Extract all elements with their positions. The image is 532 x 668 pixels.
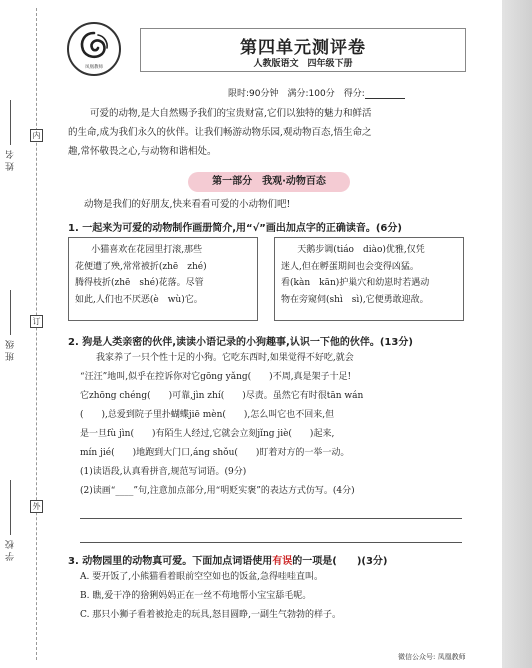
question-2-stem: 2. 狗是人类亲密的伙伴,读读小语记录的小狗趣事,认识一下他的伙伴。(13分)	[68, 337, 413, 348]
binding-sidebar	[0, 0, 46, 668]
phoenix-logo	[67, 22, 121, 76]
q2-subquestion-1: (1)读语段,认真看拼音,规范写词语。(9分)	[80, 467, 247, 477]
q2-line-6: mín jié( )地跑到大门口,áng shǒu( )盯着对方的一举一动。	[80, 448, 350, 458]
exam-subtitle: 人教版语文 四年级下册	[253, 59, 353, 69]
q3-stem-pre: 3. 动物园里的动物真可爱。下面加点词语使用	[68, 556, 273, 567]
q2-line-3: 它zhōng chéng( )可靠,jìn zhí( )尽责。虽然它有时很tān wán	[80, 391, 364, 401]
binding-dashed-line	[36, 8, 37, 660]
binding-mark-outer: 外	[30, 500, 43, 513]
meta-text: 限时:90分钟 满分:100分 得分:	[228, 89, 365, 99]
q2-line-5: 是一旦fù jìn( )有陌生人经过,它就会立刻jǐng jiè( )起来,	[80, 429, 335, 439]
class-line	[10, 290, 11, 335]
q1-cat-line-1: 小猫喜欢在花园里打滚,那些	[91, 245, 203, 255]
score-blank[interactable]	[365, 98, 405, 99]
name-label: 姓 名	[6, 150, 16, 171]
exam-title: 第四单元测评卷	[240, 38, 366, 58]
exam-meta	[228, 86, 405, 99]
q1-swan-line-2: 迷人,但在孵蛋期间也会变得凶猛。	[281, 261, 419, 272]
q2-line-2: “汪汪”地叫,似乎在控诉你对它gōng yǎng( )不周,真是架子十足!	[80, 372, 352, 382]
q1-box-swan	[274, 237, 464, 321]
viewer-gutter	[502, 0, 532, 668]
q2-line-4: ( ),总爱到院子里扑蝴蝶jiē mèn( ),怎么叫它也不回来,但	[80, 410, 335, 420]
q3-option-c: C. 那只小狮子看着被抢走的玩具,怒目圆睁,一副生气勃勃的样子。	[80, 610, 342, 620]
logo-text: 凤凰教师	[85, 65, 103, 70]
q1-cat-line-2: 花便遭了殃,常常被折(zhē zhé)	[75, 261, 207, 272]
intro-line-1: 可爱的动物,是大自然赐予我们的宝贵财富,它们以独特的魅力和鲜活	[90, 108, 372, 119]
q1-swan-line-4: 物在旁窥伺(shì sì),它便勇敢迎敌。	[281, 294, 429, 305]
school-label: 学 校	[6, 540, 16, 561]
name-line	[10, 100, 11, 145]
section-1-lead: 动物是我们的好朋友,快来看看可爱的小动物们吧!	[84, 199, 291, 210]
q1-cat-line-3: 腾得枝折(zhē shé)花落。尽管	[75, 278, 204, 288]
q3-option-b: B. 瞧,爱干净的猞猁妈妈正在一丝不苟地帮小宝宝舔毛呢。	[80, 591, 312, 601]
q3-stem-highlight: 有误	[272, 556, 293, 567]
class-label: 班 级	[6, 340, 16, 361]
school-line	[10, 480, 11, 535]
q3-option-a: A. 要开饭了,小熊猫看着眼前空空如也的饭盆,急得哇哇直叫。	[80, 572, 323, 582]
q1-cat-line-4: 如此,人们也不厌恶(è wù)它。	[75, 294, 203, 305]
intro-line-3: 趣,常怀敬畏之心,与动物和谐相处。	[68, 146, 217, 157]
q1-swan-line-3: 看(kàn kān)护巢穴和幼崽时若遇动	[281, 278, 430, 288]
phoenix-swirl-icon	[78, 30, 110, 62]
q1-box-cat	[68, 237, 258, 321]
section-1-title: 第一部分 我观·动物百态	[188, 172, 350, 192]
question-1-stem: 1. 一起来为可爱的动物制作画册简介,用“√”画出加点字的正确读音。(6分)	[68, 223, 402, 234]
binding-mark-inner: 内	[30, 129, 43, 142]
answer-line-2[interactable]	[80, 542, 462, 543]
binding-mark-bind: 订	[30, 315, 43, 328]
footer-wechat: 微信公众号: 凤凰教师	[398, 653, 466, 661]
q1-swan-line-1: 天鹅步调(tiáo diào)优雅,仅凭	[297, 245, 425, 255]
intro-line-2: 的生命,成为我们永久的伙伴。让我们畅游动物乐园,观动物百态,悟生命之	[68, 127, 372, 138]
q2-line-1: 我家养了一只个性十足的小狗。它吃东西时,如果觉得不好吃,就会	[96, 353, 354, 363]
question-3-stem	[68, 552, 388, 567]
q2-subquestion-2: (2)读画“____”句,注意加点部分,用“明贬实褒”的表达方式仿写。(4分)	[80, 486, 355, 496]
title-box	[140, 28, 466, 72]
q3-stem-post: 的一项是( )(3分)	[292, 556, 388, 567]
answer-line-1[interactable]	[80, 518, 462, 519]
